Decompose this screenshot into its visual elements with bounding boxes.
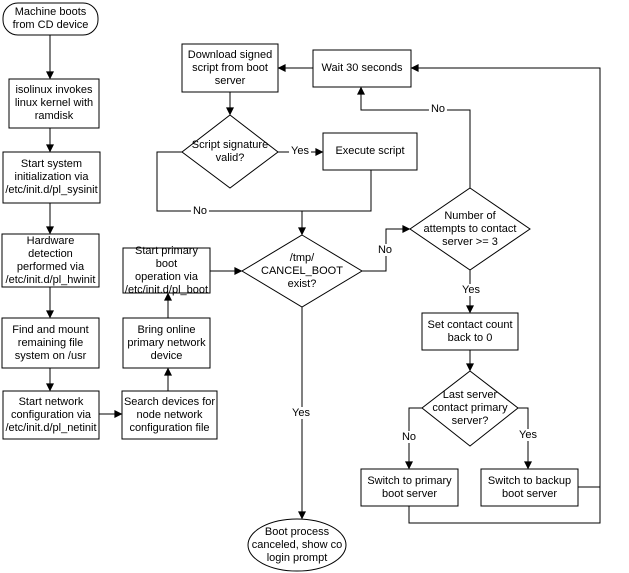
edge-label-signature-no: No xyxy=(192,205,208,217)
edge-switch-boxes-to-wait xyxy=(409,68,600,523)
node-attempts-check: Number of attempts to contact server >= 3 xyxy=(423,209,517,248)
node-pl-boot: Start primary boot operation via /etc/init.d/pl_boot xyxy=(124,244,209,296)
process-find-mount-shape xyxy=(2,318,99,368)
node-search-devices: Search devices for node network configuration file xyxy=(123,395,216,434)
process-switch-primary-shape xyxy=(361,469,458,506)
node-start: Machine boots from CD device xyxy=(12,6,89,31)
node-isolinux: isolinux invokes linux kernel with ramdisk xyxy=(14,84,94,122)
edge-label-attempts-yes: Yes xyxy=(462,284,480,296)
node-cancel-boot-exists: /tmp/ CANCEL_BOOT exist? xyxy=(261,251,343,290)
node-download-script: Download signed script from boot server xyxy=(187,48,273,87)
process-isolinux-shape xyxy=(9,79,99,128)
process-hwinit-shape xyxy=(2,234,99,287)
node-hwinit: Hardware detection performed via /etc/init.d/pl_hwinit xyxy=(5,234,96,286)
node-switch-backup: Switch to backup boot server xyxy=(487,474,572,500)
process-sysinit-shape xyxy=(3,152,100,203)
node-find-mount: Find and mount remaining file system on /usr xyxy=(12,323,89,362)
edge-label-cancel-no: No xyxy=(377,244,393,256)
node-execute-script: Execute script xyxy=(335,145,405,157)
node-wait-30: Wait 30 seconds xyxy=(321,62,403,74)
process-switch-backup-shape xyxy=(481,469,578,506)
process-bring-online-shape xyxy=(123,318,210,368)
node-bring-online: Bring online primary network device xyxy=(127,323,206,362)
node-netinit: Start network configuration via /etc/init.d/pl_netinit xyxy=(5,395,97,434)
node-end: Boot process canceled, show co login prompt xyxy=(251,525,343,564)
process-download-script-shape xyxy=(182,44,278,92)
node-switch-primary: Switch to primary boot server xyxy=(367,474,452,500)
decision-cancel-boot-shape xyxy=(242,235,362,307)
edge-label-attempts-no: No xyxy=(430,103,446,115)
node-script-signature-valid: Script signature valid? xyxy=(191,138,269,164)
process-netinit-shape xyxy=(3,391,99,439)
decision-last-server-shape xyxy=(422,371,518,446)
node-set-contact-count: Set contact count back to 0 xyxy=(427,318,513,344)
edge-label-last-server-no: No xyxy=(401,431,417,443)
terminator-end-shape xyxy=(248,519,346,571)
edge-label-signature-yes: Yes xyxy=(291,145,309,157)
decision-script-signature-shape xyxy=(182,115,278,188)
process-pl-boot-shape xyxy=(123,244,210,296)
process-wait-30-shape xyxy=(313,50,411,87)
node-sysinit: Start system initialization via /etc/init.d/pl_sysinit xyxy=(5,158,98,196)
edge-label-cancel-yes: Yes xyxy=(292,407,310,419)
edge-label-last-server-yes: Yes xyxy=(519,429,537,441)
process-search-devices-shape xyxy=(122,391,217,439)
decision-attempts-shape xyxy=(410,188,530,270)
terminator-start-shape xyxy=(3,3,98,35)
node-last-server-check: Last server contact primary server? xyxy=(432,389,508,427)
process-set-contact-count-shape xyxy=(422,313,518,350)
process-execute-script-shape xyxy=(323,133,417,170)
